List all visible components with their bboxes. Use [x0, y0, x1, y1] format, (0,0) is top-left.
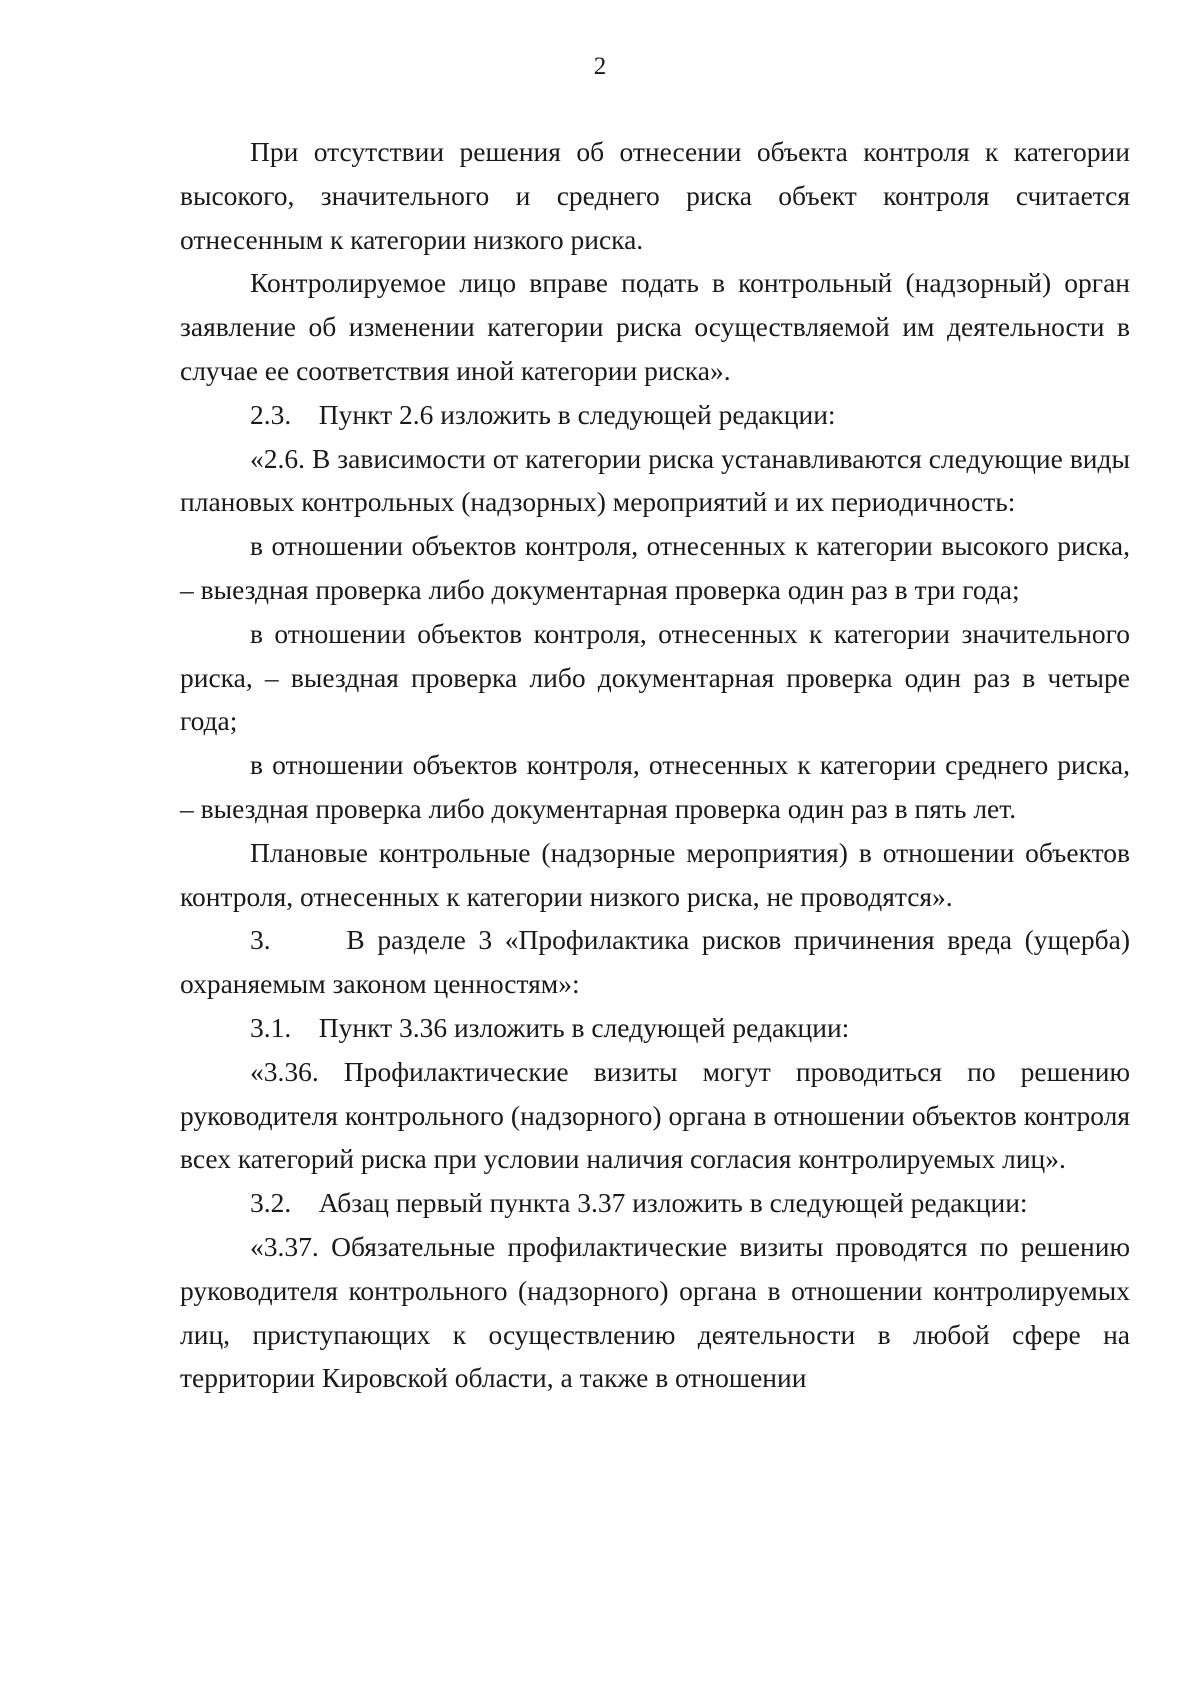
item-2-3: 2.3. Пункт 2.6 изложить в следующей редакции: — [250, 398, 836, 430]
paragraph-low-risk-no-inspections: Плановые контрольные (надзорные мероприятия) в отношении объектов контроля, отнесенных к категории низкого риска, не проводятся». — [180, 836, 1130, 912]
paragraph-3-36: «3.36. Профилактические визиты могут проводиться по решению руководителя контрольного (надзорного) органа в отношении объектов контроля всех категорий риска при условии наличия согласия контролируемых лиц». — [180, 1055, 1130, 1175]
page-number: 2 — [593, 53, 607, 80]
paragraph-no-decision-low-risk: При отсутствии решения об отнесении объекта контроля к категории высокого, значительного и среднего риска объект контроля считается отнесенным к категории низкого риска. — [180, 136, 1130, 255]
paragraph-high-risk: в отношении объектов контроля, отнесенных к категории высокого риска, – выездная проверка либо документарная проверка один раз в три года; — [180, 530, 1130, 605]
paragraph-medium-risk: в отношении объектов контроля, отнесенных к категории среднего риска, – выездная проверка либо документарная проверка один раз в пять лет. — [180, 749, 1130, 824]
paragraph-change-risk-category: Контролируемое лицо вправе подать в контрольный (надзорный) орган заявление об изменении категории риска осуществляемой им деятельности в случае ее соответствия иной категории риска». — [180, 267, 1130, 386]
paragraph-2-6-intro: «2.6. В зависимости от категории риска устанавливаются следующие виды плановых контрольных (надзорных) мероприятий и их периодичность: — [180, 442, 1130, 518]
item-3-2: 3.2. Абзац первый пункта 3.37 изложить в следующей редакции: — [250, 1187, 1028, 1219]
item-3-section: 3. В разделе 3 «Профилактика рисков причинения вреда (ущерба) охраняемым законом ценностям»: — [180, 924, 1137, 1000]
paragraph-significant-risk: в отношении объектов контроля, отнесенных к категории значительного риска, – выездная проверка либо документарная проверка один раз в четыре года; — [180, 617, 1130, 737]
document-body — [180, 130, 1137, 1400]
item-3-1: 3.1. Пункт 3.36 изложить в следующей редакции: — [250, 1011, 850, 1043]
paragraph-3-37: «3.37. Обязательные профилактические визиты проводятся по решению руководителя контрольного (надзорного) органа в отношении контролируемых лиц, приступающих к осуществлению деятельности в любой сфере на территории Кировской области, а также в отношении — [180, 1230, 1130, 1394]
